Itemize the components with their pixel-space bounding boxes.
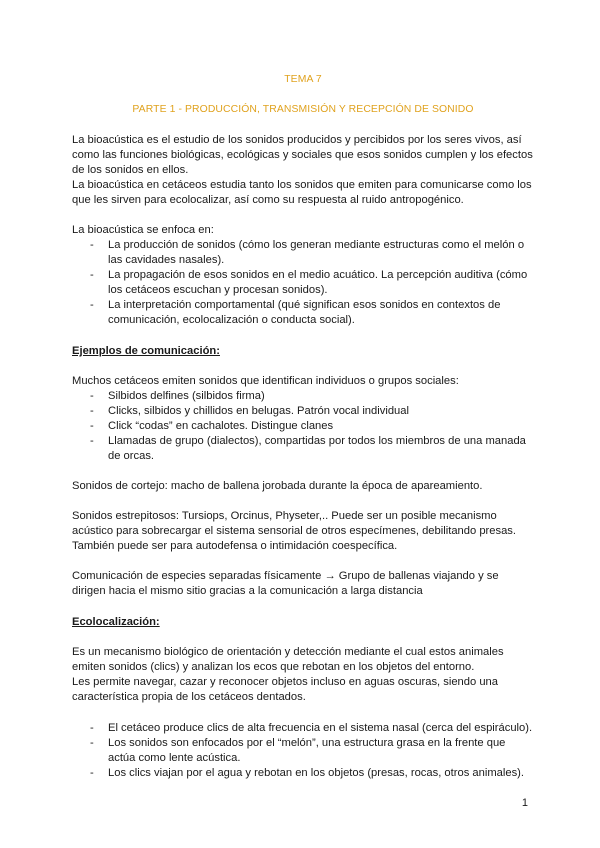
page-number: 1 (521, 797, 528, 809)
echolocation-heading: Ecolocalización: (72, 616, 160, 628)
focus-label: La bioacústica se enfoca en: (72, 224, 214, 236)
document-page (72, 68, 534, 781)
list-item: - La producción de sonidos (cómo los generan mediante estructuras como el melón o las cavidades nasales). (72, 238, 534, 268)
list-item: - El cetáceo produce clics de alta frecuencia en el sistema nasal (cerca del espiráculo). (72, 721, 534, 736)
courtship-paragraph: Sonidos de cortejo: macho de ballena jorobada durante la época de apareamiento. (72, 480, 483, 492)
communication-lead: Muchos cetáceos emiten sonidos que identifican individuos o grupos sociales: (72, 375, 459, 387)
intro-paragraph-2: La bioacústica en cetáceos estudia tanto los sonidos que emiten para comunicarse como los que les sirven para ecolocalizar, así como su respuesta al ruido antropogénico. (72, 179, 532, 206)
loud-sounds-paragraph: Sonidos estrepitosos: Tursiops, Orcinus, Physeter,.. Puede ser un posible mecanismo acústico para sobrecargar el sistema sensorial de otros especímenes, debilitando presas. También puede ser para autodefensa o intimidación coespecífica. (72, 510, 517, 552)
list-item: - Clicks, silbidos y chillidos en belugas. Patrón vocal individual (72, 404, 534, 419)
list-item: - Los clics viajan por el agua y rebotan en los objetos (presas, rocas, otros animales). (72, 766, 534, 781)
part-title: PARTE 1 - PRODUCCIÓN, TRANSMISIÓN Y RECEPCIÓN DE SONIDO (132, 104, 474, 115)
separated-species-paragraph: Comunicación de especies separadas físicamente → Grupo de ballenas viajando y se dirigen hacia el mismo sitio gracias a la comunicación a larga distancia (72, 570, 499, 597)
intro-paragraph-1: La bioacústica es el estudio de los sonidos producidos y percibidos por los seres vivos, así como las funciones biológicas, ecológicas y sociales que esos sonidos cumplen y los efectos de los sonidos en ellos. (72, 134, 533, 176)
list-item: - La propagación de esos sonidos en el medio acuático. La percepción auditiva (cómo los cetáceos escuchan y procesan sonidos). (72, 268, 534, 298)
list-item: - Click “codas” en cachalotes. Distingue clanes (72, 419, 534, 434)
communication-heading: Ejemplos de comunicación: (72, 345, 220, 357)
echolocation-paragraph-1: Es un mecanismo biológico de orientación y detección mediante el cual estos animales emiten sonidos (clics) y analizan los ecos que rebotan en los objetos del entorno. (72, 646, 504, 673)
communication-list (72, 389, 534, 464)
topic-title: TEMA 7 (284, 74, 322, 85)
list-item: - La interpretación comportamental (qué significan esos sonidos en contextos de comunicación, ecolocalización o conducta social). (72, 298, 534, 328)
echolocation-paragraph-2: Les permite navegar, cazar y reconocer objetos incluso en aguas oscuras, siendo una característica propia de los cetáceos dentados. (72, 676, 498, 703)
echolocation-list (72, 721, 534, 781)
focus-list (72, 238, 534, 328)
list-item: - Llamadas de grupo (dialectos), compartidas por todos los miembros de una manada de orcas. (72, 434, 534, 464)
list-item: - Los sonidos son enfocados por el “melón”, una estructura grasa en la frente que actúa como lente acústica. (72, 736, 534, 766)
list-item: - Silbidos delfines (silbidos firma) (72, 389, 534, 404)
